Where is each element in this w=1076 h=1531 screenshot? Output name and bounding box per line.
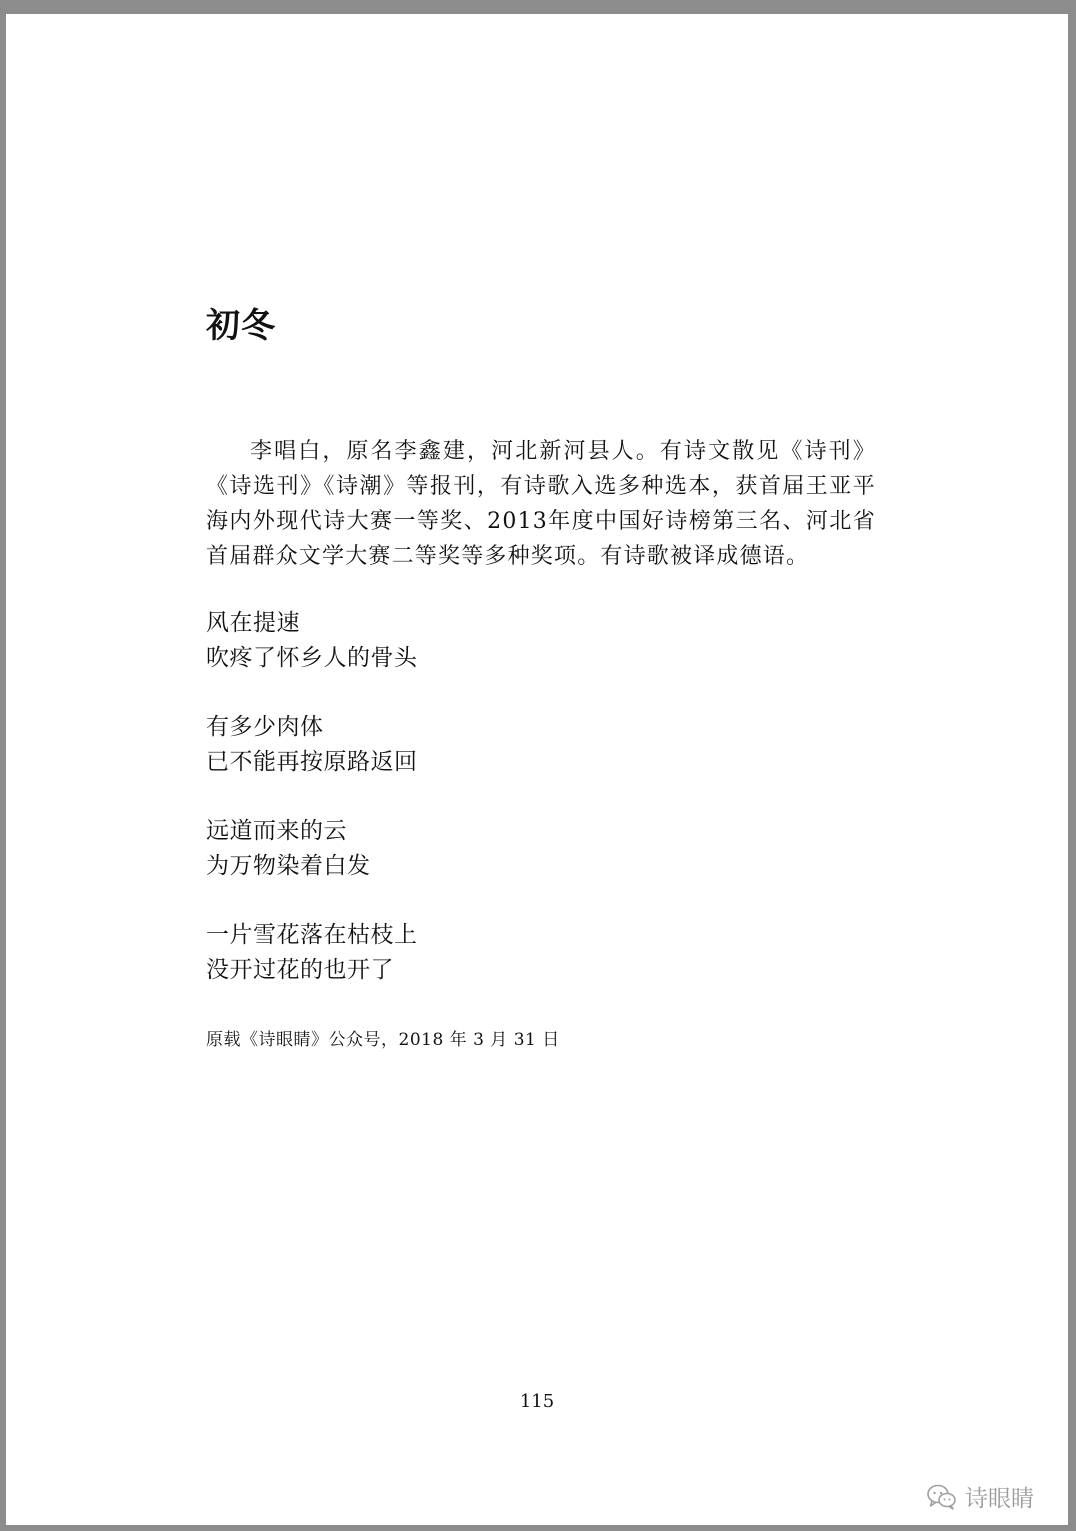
poem-line: 远道而来的云 [206,818,347,844]
stanza [206,710,846,780]
poem-line: 一片雪花落在枯枝上 [206,922,418,948]
poem-title: 初冬 [206,306,276,346]
watermark-text: 诗眼睛 [965,1486,1034,1512]
poem-line: 有多少肉体 [206,714,324,740]
poem-line: 吹疼了怀乡人的骨头 [206,645,418,671]
author-bio: 李唱白，原名李鑫建，河北新河县人。有诗文散见《诗刊》《诗选刊》《诗潮》等报刊，有诗歌入选多种选本，获首届王亚平海内外现代诗大赛一等奖、2013年度中国好诗榜第三名、河北省首届群众文学大赛二等奖等多种奖项。有诗歌被译成德语。 [206,439,876,569]
poem-line: 为万物染着白发 [206,853,371,879]
poem-line: 已不能再按原路返回 [206,749,418,775]
stanza [206,606,846,676]
stanza [206,814,846,884]
stanza [206,918,846,988]
wechat-icon [927,1484,957,1510]
watermark [927,1480,1034,1513]
poem-line: 没开过花的也开了 [206,957,394,983]
document-page [6,14,1068,1525]
poem-line: 风在提速 [206,610,300,636]
source-note: 原载《诗眼睛》公众号，2018 年 3 月 31 日 [206,1030,560,1050]
poem-body [206,606,846,1022]
page-number: 115 [519,1391,555,1412]
